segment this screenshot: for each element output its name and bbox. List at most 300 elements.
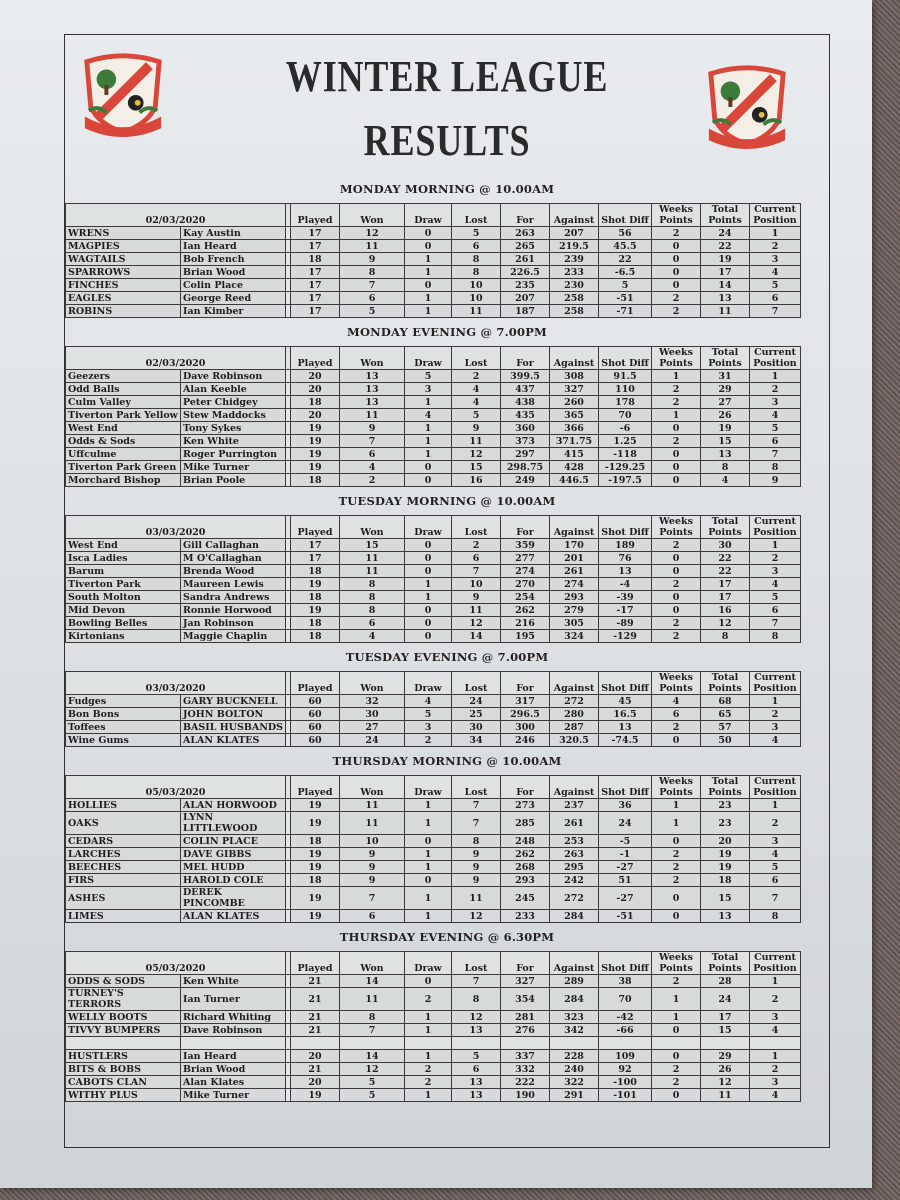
lost-cell: 12 xyxy=(452,910,501,923)
played-cell: 20 xyxy=(291,383,340,396)
weeks-points-cell: 2 xyxy=(652,305,701,318)
shot-diff-cell: -6 xyxy=(599,422,652,435)
lost-cell: 8 xyxy=(452,988,501,1011)
table-row xyxy=(66,474,801,487)
col-played: Played xyxy=(291,516,340,539)
draw-cell: 2 xyxy=(405,734,452,747)
draw-cell: 3 xyxy=(405,721,452,734)
current-position-cell: 2 xyxy=(750,988,801,1011)
team-name-cell: TURNEY'S TERRORS xyxy=(66,988,181,1011)
total-points-cell: 17 xyxy=(701,578,750,591)
captain-name-cell: Brian Wood xyxy=(181,1063,286,1076)
total-points-cell: 12 xyxy=(701,617,750,630)
col-weeks-points: Weeks Points xyxy=(652,776,701,799)
won-cell: 13 xyxy=(340,396,405,409)
against-cell: 274 xyxy=(550,578,599,591)
shot-diff-cell: -1 xyxy=(599,848,652,861)
league-sections xyxy=(65,175,829,1102)
team-name-cell: WAGTAILS xyxy=(66,253,181,266)
current-position-cell: 1 xyxy=(750,975,801,988)
for-cell: 277 xyxy=(501,552,550,565)
played-cell: 17 xyxy=(291,240,340,253)
played-cell: 19 xyxy=(291,910,340,923)
col-played: Played xyxy=(291,952,340,975)
league-table xyxy=(65,775,801,923)
lost-cell: 2 xyxy=(452,370,501,383)
against-cell: 263 xyxy=(550,848,599,861)
for-cell: 437 xyxy=(501,383,550,396)
shot-diff-cell: 70 xyxy=(599,988,652,1011)
for-cell: 263 xyxy=(501,227,550,240)
lost-cell: 8 xyxy=(452,266,501,279)
for-cell: 235 xyxy=(501,279,550,292)
shot-diff-cell: 91.5 xyxy=(599,370,652,383)
col-current-position: Current Position xyxy=(750,952,801,975)
captain-name-cell: Dave Robinson xyxy=(181,370,286,383)
weeks-points-cell: 0 xyxy=(652,910,701,923)
total-points-cell: 23 xyxy=(701,812,750,835)
for-cell: 354 xyxy=(501,988,550,1011)
current-position-cell: 6 xyxy=(750,435,801,448)
against-cell: 371.75 xyxy=(550,435,599,448)
won-cell: 13 xyxy=(340,383,405,396)
draw-cell: 2 xyxy=(405,1063,452,1076)
captain-name-cell: Ken White xyxy=(181,435,286,448)
team-name-cell: Fudges xyxy=(66,695,181,708)
won-cell: 27 xyxy=(340,721,405,734)
team-name-cell: West End xyxy=(66,422,181,435)
lost-cell: 13 xyxy=(452,1024,501,1037)
total-points-cell: 15 xyxy=(701,1024,750,1037)
league-section xyxy=(65,318,829,487)
shot-diff-cell: -71 xyxy=(599,305,652,318)
league-table xyxy=(65,346,801,487)
lost-cell: 9 xyxy=(452,874,501,887)
weeks-points-cell: 2 xyxy=(652,227,701,240)
against-cell: 260 xyxy=(550,396,599,409)
total-points-cell: 65 xyxy=(701,708,750,721)
draw-cell: 2 xyxy=(405,1076,452,1089)
col-won: Won xyxy=(340,516,405,539)
table-row xyxy=(66,227,801,240)
for-cell: 300 xyxy=(501,721,550,734)
weeks-points-cell: 1 xyxy=(652,409,701,422)
captain-name-cell: COLIN PLACE xyxy=(181,835,286,848)
shot-diff-cell: 24 xyxy=(599,812,652,835)
shot-diff-cell: -66 xyxy=(599,1024,652,1037)
league-section xyxy=(65,747,829,923)
against-cell: 201 xyxy=(550,552,599,565)
current-position-cell: 7 xyxy=(750,887,801,910)
weeks-points-cell: 1 xyxy=(652,799,701,812)
col-against: Against xyxy=(550,204,599,227)
lost-cell: 11 xyxy=(452,305,501,318)
against-cell: 342 xyxy=(550,1024,599,1037)
played-cell: 20 xyxy=(291,409,340,422)
weeks-points-cell: 0 xyxy=(652,474,701,487)
draw-cell: 1 xyxy=(405,591,452,604)
team-name-cell: ASHES xyxy=(66,887,181,910)
empty-cell xyxy=(750,1037,801,1050)
current-position-cell: 4 xyxy=(750,1024,801,1037)
table-row xyxy=(66,396,801,409)
shot-diff-cell: 16.5 xyxy=(599,708,652,721)
captain-name-cell: JOHN BOLTON xyxy=(181,708,286,721)
shot-diff-cell: 92 xyxy=(599,1063,652,1076)
draw-cell: 0 xyxy=(405,539,452,552)
captain-name-cell: Maggie Chaplin xyxy=(181,630,286,643)
for-cell: 332 xyxy=(501,1063,550,1076)
table-row xyxy=(66,604,801,617)
total-points-cell: 4 xyxy=(701,474,750,487)
table-row xyxy=(66,435,801,448)
captain-name-cell: Sandra Andrews xyxy=(181,591,286,604)
weeks-points-cell: 2 xyxy=(652,861,701,874)
table-row xyxy=(66,292,801,305)
col-current-position: Current Position xyxy=(750,672,801,695)
col-for: For xyxy=(501,672,550,695)
against-cell: 295 xyxy=(550,861,599,874)
played-cell: 60 xyxy=(291,721,340,734)
current-position-cell: 7 xyxy=(750,448,801,461)
col-shot-diff: Shot Diff xyxy=(599,672,652,695)
shot-diff-cell: -129.25 xyxy=(599,461,652,474)
against-cell: 446.5 xyxy=(550,474,599,487)
current-position-cell: 1 xyxy=(750,227,801,240)
total-points-cell: 17 xyxy=(701,266,750,279)
col-draw: Draw xyxy=(405,952,452,975)
against-cell: 237 xyxy=(550,799,599,812)
weeks-points-cell: 0 xyxy=(652,279,701,292)
current-position-cell: 6 xyxy=(750,604,801,617)
won-cell: 9 xyxy=(340,874,405,887)
total-points-cell: 24 xyxy=(701,988,750,1011)
draw-cell: 0 xyxy=(405,835,452,848)
captain-name-cell: BASIL HUSBANDS xyxy=(181,721,286,734)
current-position-cell: 2 xyxy=(750,1063,801,1076)
won-cell: 13 xyxy=(340,370,405,383)
won-cell: 10 xyxy=(340,835,405,848)
captain-name-cell: Ken White xyxy=(181,975,286,988)
for-cell: 254 xyxy=(501,591,550,604)
for-cell: 226.5 xyxy=(501,266,550,279)
current-position-cell: 1 xyxy=(750,799,801,812)
against-cell: 289 xyxy=(550,975,599,988)
table-header-row xyxy=(66,204,801,227)
played-cell: 60 xyxy=(291,734,340,747)
played-cell: 18 xyxy=(291,835,340,848)
captain-name-cell: Brian Poole xyxy=(181,474,286,487)
total-points-cell: 29 xyxy=(701,1050,750,1063)
col-weeks-points: Weeks Points xyxy=(652,204,701,227)
against-cell: 272 xyxy=(550,887,599,910)
total-points-cell: 15 xyxy=(701,887,750,910)
won-cell: 8 xyxy=(340,266,405,279)
played-cell: 18 xyxy=(291,565,340,578)
shot-diff-cell: -74.5 xyxy=(599,734,652,747)
total-points-cell: 68 xyxy=(701,695,750,708)
against-cell: 253 xyxy=(550,835,599,848)
played-cell: 18 xyxy=(291,396,340,409)
col-won: Won xyxy=(340,672,405,695)
weeks-points-cell: 0 xyxy=(652,461,701,474)
table-header-row xyxy=(66,347,801,370)
shot-diff-cell: -101 xyxy=(599,1089,652,1102)
col-played: Played xyxy=(291,776,340,799)
table-header-row xyxy=(66,952,801,975)
captain-name-cell: Tony Sykes xyxy=(181,422,286,435)
won-cell: 11 xyxy=(340,799,405,812)
weeks-points-cell: 6 xyxy=(652,708,701,721)
captain-name-cell: Bob French xyxy=(181,253,286,266)
weeks-points-cell: 2 xyxy=(652,292,701,305)
empty-cell xyxy=(550,1037,599,1050)
table-date: 02/03/2020 xyxy=(66,204,286,227)
for-cell: 262 xyxy=(501,848,550,861)
for-cell: 249 xyxy=(501,474,550,487)
col-total-points: Total Points xyxy=(701,347,750,370)
table-row xyxy=(66,552,801,565)
table-header-row xyxy=(66,776,801,799)
current-position-cell: 4 xyxy=(750,848,801,861)
weeks-points-cell: 0 xyxy=(652,266,701,279)
lost-cell: 10 xyxy=(452,578,501,591)
against-cell: 280 xyxy=(550,708,599,721)
section-title: THURSDAY MORNING @ 10.00AM xyxy=(332,754,562,768)
captain-name-cell: M O'Callaghan xyxy=(181,552,286,565)
captain-name-cell: Roger Purrington xyxy=(181,448,286,461)
table-row xyxy=(66,708,801,721)
draw-cell: 1 xyxy=(405,422,452,435)
for-cell: 281 xyxy=(501,1011,550,1024)
weeks-points-cell: 2 xyxy=(652,617,701,630)
draw-cell: 4 xyxy=(405,695,452,708)
table-date: 03/03/2020 xyxy=(66,672,286,695)
col-for: For xyxy=(501,204,550,227)
draw-cell: 0 xyxy=(405,240,452,253)
lost-cell: 12 xyxy=(452,1011,501,1024)
against-cell: 258 xyxy=(550,305,599,318)
captain-name-cell: Ian Turner xyxy=(181,988,286,1011)
team-name-cell: Bowling Belles xyxy=(66,617,181,630)
draw-cell: 3 xyxy=(405,383,452,396)
team-name-cell: West End xyxy=(66,539,181,552)
lost-cell: 4 xyxy=(452,383,501,396)
table-row xyxy=(66,539,801,552)
team-name-cell: Isca Ladies xyxy=(66,552,181,565)
current-position-cell: 1 xyxy=(750,370,801,383)
empty-cell xyxy=(405,1037,452,1050)
table-header-row xyxy=(66,672,801,695)
league-table xyxy=(65,671,801,747)
draw-cell: 0 xyxy=(405,461,452,474)
col-played: Played xyxy=(291,672,340,695)
lost-cell: 7 xyxy=(452,799,501,812)
lost-cell: 13 xyxy=(452,1089,501,1102)
league-table xyxy=(65,515,801,643)
col-current-position: Current Position xyxy=(750,204,801,227)
empty-cell xyxy=(291,1037,340,1050)
table-row xyxy=(66,240,801,253)
current-position-cell: 2 xyxy=(750,708,801,721)
shot-diff-cell: 22 xyxy=(599,253,652,266)
total-points-cell: 13 xyxy=(701,448,750,461)
col-shot-diff: Shot Diff xyxy=(599,204,652,227)
shot-diff-cell: -27 xyxy=(599,861,652,874)
draw-cell: 5 xyxy=(405,708,452,721)
shot-diff-cell: -5 xyxy=(599,835,652,848)
table-row xyxy=(66,461,801,474)
total-points-cell: 22 xyxy=(701,565,750,578)
draw-cell: 1 xyxy=(405,266,452,279)
played-cell: 21 xyxy=(291,1011,340,1024)
weeks-points-cell: 2 xyxy=(652,874,701,887)
table-row xyxy=(66,305,801,318)
won-cell: 11 xyxy=(340,812,405,835)
draw-cell: 0 xyxy=(405,565,452,578)
team-name-cell: Tiverton Park Yellow xyxy=(66,409,181,422)
played-cell: 21 xyxy=(291,988,340,1011)
shot-diff-cell: -51 xyxy=(599,910,652,923)
played-cell: 18 xyxy=(291,474,340,487)
total-points-cell: 19 xyxy=(701,861,750,874)
shot-diff-cell: 45.5 xyxy=(599,240,652,253)
draw-cell: 4 xyxy=(405,409,452,422)
total-points-cell: 8 xyxy=(701,630,750,643)
empty-cell xyxy=(652,1037,701,1050)
for-cell: 298.75 xyxy=(501,461,550,474)
total-points-cell: 27 xyxy=(701,396,750,409)
won-cell: 11 xyxy=(340,409,405,422)
shot-diff-cell: -197.5 xyxy=(599,474,652,487)
lost-cell: 10 xyxy=(452,292,501,305)
col-lost: Lost xyxy=(452,672,501,695)
lost-cell: 9 xyxy=(452,591,501,604)
weeks-points-cell: 2 xyxy=(652,578,701,591)
played-cell: 19 xyxy=(291,604,340,617)
total-points-cell: 15 xyxy=(701,435,750,448)
won-cell: 5 xyxy=(340,1089,405,1102)
against-cell: 284 xyxy=(550,988,599,1011)
lost-cell: 13 xyxy=(452,1076,501,1089)
won-cell: 9 xyxy=(340,848,405,861)
won-cell: 7 xyxy=(340,1024,405,1037)
captain-name-cell: Alan Keeble xyxy=(181,383,286,396)
won-cell: 5 xyxy=(340,1076,405,1089)
against-cell: 233 xyxy=(550,266,599,279)
current-position-cell: 7 xyxy=(750,617,801,630)
shot-diff-cell: 110 xyxy=(599,383,652,396)
won-cell: 4 xyxy=(340,630,405,643)
weeks-points-cell: 1 xyxy=(652,1011,701,1024)
team-name-cell: South Molton xyxy=(66,591,181,604)
played-cell: 17 xyxy=(291,227,340,240)
total-points-cell: 13 xyxy=(701,910,750,923)
captain-name-cell: Kay Austin xyxy=(181,227,286,240)
table-row xyxy=(66,448,801,461)
played-cell: 21 xyxy=(291,1024,340,1037)
weeks-points-cell: 0 xyxy=(652,448,701,461)
current-position-cell: 2 xyxy=(750,812,801,835)
weeks-points-cell: 0 xyxy=(652,565,701,578)
for-cell: 245 xyxy=(501,887,550,910)
current-position-cell: 3 xyxy=(750,396,801,409)
table-row xyxy=(66,578,801,591)
captain-name-cell: Peter Chidgey xyxy=(181,396,286,409)
lost-cell: 11 xyxy=(452,887,501,910)
captain-name-cell: ALAN KLATES xyxy=(181,734,286,747)
captain-name-cell: ALAN KLATES xyxy=(181,910,286,923)
shot-diff-cell: 76 xyxy=(599,552,652,565)
against-cell: 242 xyxy=(550,874,599,887)
won-cell: 8 xyxy=(340,578,405,591)
weeks-points-cell: 0 xyxy=(652,552,701,565)
col-total-points: Total Points xyxy=(701,516,750,539)
shot-diff-cell: 109 xyxy=(599,1050,652,1063)
total-points-cell: 28 xyxy=(701,975,750,988)
current-position-cell: 4 xyxy=(750,734,801,747)
weeks-points-cell: 2 xyxy=(652,630,701,643)
shot-diff-cell: 70 xyxy=(599,409,652,422)
team-name-cell: Geezers xyxy=(66,370,181,383)
against-cell: 293 xyxy=(550,591,599,604)
for-cell: 265 xyxy=(501,240,550,253)
for-cell: 317 xyxy=(501,695,550,708)
total-points-cell: 18 xyxy=(701,874,750,887)
for-cell: 273 xyxy=(501,799,550,812)
weeks-points-cell: 0 xyxy=(652,887,701,910)
weeks-points-cell: 2 xyxy=(652,721,701,734)
for-cell: 293 xyxy=(501,874,550,887)
team-name-cell: LIMES xyxy=(66,910,181,923)
team-name-cell: WELLY BOOTS xyxy=(66,1011,181,1024)
weeks-points-cell: 2 xyxy=(652,975,701,988)
empty-cell xyxy=(181,1037,286,1050)
captain-name-cell: Stew Maddocks xyxy=(181,409,286,422)
section-title: MONDAY EVENING @ 7.00PM xyxy=(347,325,547,339)
table-row xyxy=(66,370,801,383)
played-cell: 19 xyxy=(291,799,340,812)
against-cell: 415 xyxy=(550,448,599,461)
for-cell: 276 xyxy=(501,1024,550,1037)
table-row xyxy=(66,734,801,747)
section-title: THURSDAY EVENING @ 6.30PM xyxy=(339,930,555,944)
section-title: MONDAY MORNING @ 10.00AM xyxy=(339,182,555,196)
league-section xyxy=(65,923,829,1102)
current-position-cell: 4 xyxy=(750,409,801,422)
lost-cell: 9 xyxy=(452,422,501,435)
col-won: Won xyxy=(340,776,405,799)
current-position-cell: 3 xyxy=(750,565,801,578)
table-row xyxy=(66,975,801,988)
table-row xyxy=(66,812,801,835)
col-shot-diff: Shot Diff xyxy=(599,347,652,370)
shot-diff-cell: -27 xyxy=(599,887,652,910)
col-total-points: Total Points xyxy=(701,672,750,695)
for-cell: 274 xyxy=(501,565,550,578)
table-date: 05/03/2020 xyxy=(66,776,286,799)
captain-name-cell: HAROLD COLE xyxy=(181,874,286,887)
col-lost: Lost xyxy=(452,952,501,975)
table-row xyxy=(66,279,801,292)
empty-cell xyxy=(66,1037,181,1050)
shot-diff-cell: 13 xyxy=(599,565,652,578)
league-table xyxy=(65,951,801,1102)
played-cell: 18 xyxy=(291,617,340,630)
captain-name-cell: Alan Klates xyxy=(181,1076,286,1089)
against-cell: 239 xyxy=(550,253,599,266)
against-cell: 258 xyxy=(550,292,599,305)
